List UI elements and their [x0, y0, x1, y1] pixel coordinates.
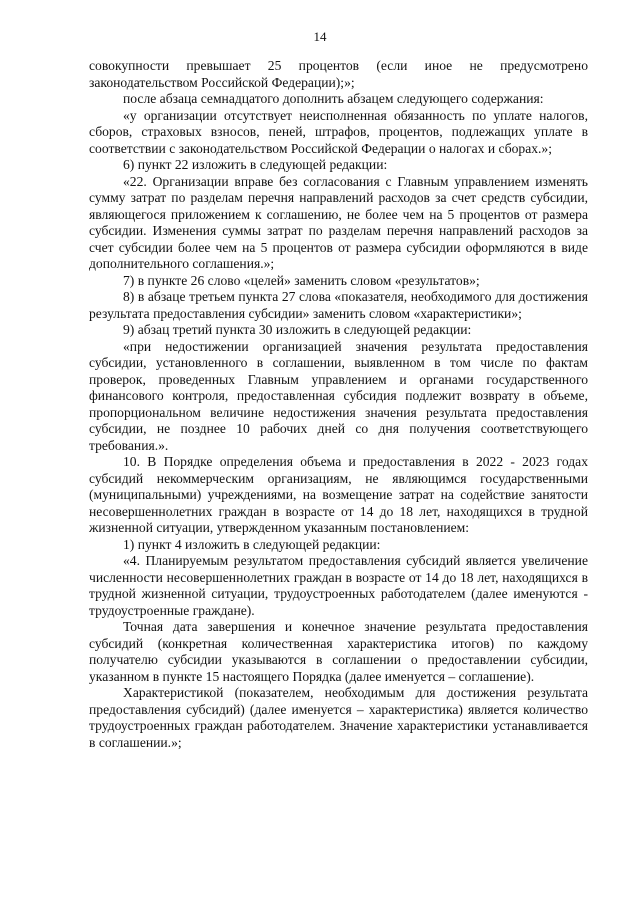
- paragraph: 6) пункт 22 изложить в следующей редакции:: [123, 157, 388, 172]
- paragraph: «22. Организации вправе без согласования с Главным управлением изменять сумму затрат по разделам перечня направлений расходов за счет средств субсидии, являющегося приложением к соглашению, не более чем на 5 процентов от размера субсидии. Изменения суммы затрат по разделам перечня направлений расходов за счет субсидии более чем на 5 процентов от размера субсидии оформляются в виде дополнительного соглашения.»;: [89, 173, 588, 271]
- paragraph: после абзаца семнадцатого дополнить абзацем следующего содержания:: [123, 91, 544, 106]
- paragraph: 7) в пункте 26 слово «целей» заменить словом «результатов»;: [123, 272, 480, 288]
- paragraph: 10. В Порядке определения объема и предоставления в 2022 - 2023 годах субсидий некоммерческим организациям, не являющимся государственными (муниципальными) учреждениями, на возмещение затрат на содействие занятости несовершеннолетних граждан в возрасте от 14 до 18 лет, находящихся в трудной жизненной ситуации, утвержденном указанным постановлением:: [89, 454, 588, 535]
- paragraph: совокупности превышает 25 процентов (если иное не предусмотрено законодательством Российской Федерации);»;: [89, 58, 588, 90]
- document-body: [89, 58, 588, 751]
- paragraph: «при недостижении организацией значения результата предоставления субсидии, установленного в соглашении, выявленном в том числе по фактам проверок, проведенных Главным управлением и органами государственного финансового контроля, предоставленная субсидия подлежит возврату в объеме, пропорциональном величине недостижения значения результата предоставления субсидии, не позднее 10 рабочих дней со дня получения соответствующего требования.».: [89, 338, 588, 453]
- paragraph: 9) абзац третий пункта 30 изложить в следующей редакции:: [123, 322, 472, 337]
- paragraph: «4. Планируемым результатом предоставления субсидий является увеличение численности несовершеннолетних граждан в возрасте от 14 до 18 лет, находящихся в трудной жизненной ситуации, трудоустроенных работодателем (далее именуются - трудоустроенные граждане).: [89, 553, 588, 618]
- paragraph: 1) пункт 4 изложить в следующей редакции:: [123, 536, 381, 552]
- paragraph: «у организации отсутствует неисполненная обязанность по уплате налогов, сборов, страховых взносов, пеней, штрафов, процентов, подлежащих уплате в соответствии с законодательством Российской Федерации о налогах и сборах.»;: [89, 107, 588, 156]
- paragraph: 8) в абзаце третьем пункта 27 слова «показателя, необходимого для достижения результата предоставления субсидии» заменить словом «характеристики»;: [89, 289, 588, 321]
- paragraph: Характеристикой (показателем, необходимым для достижения результата предоставления субсидий) (далее именуется – характеристика) является количество трудоустроенных граждан работодателем. Значение характеристики устанавливается в соглашении.»;: [89, 685, 588, 750]
- page-number: 14: [313, 29, 327, 44]
- paragraph: Точная дата завершения и конечное значение результата предоставления субсидий (конкретная количественная характеристика итогов) по каждому получателю субсидии указываются в соглашении о предоставлении субсидии, указанном в пункте 15 настоящего Порядка (далее именуется – соглашение).: [89, 619, 588, 684]
